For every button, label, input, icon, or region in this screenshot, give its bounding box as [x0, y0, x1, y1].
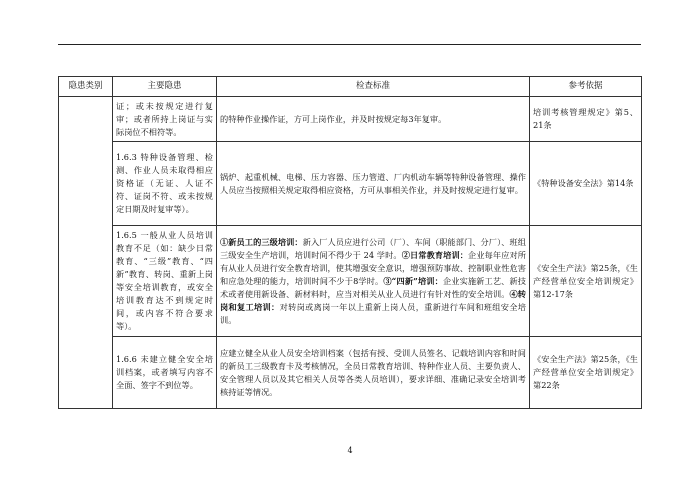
table-row: [59, 97, 642, 142]
standard-cell: 应建立健全从业人员安全培训档案（包括有授、受训人员签名、记载培训内容和时间的新员工三级教育卡及考核情况，全员日常教育培训、特种作业人员、主要负责人、安全管理人员以及其它相关人员等各类人员培训），要求详细、准确记录安全培训考核持证等情况。: [217, 337, 530, 409]
reference-cell: 《特种设备安全法》第14条: [530, 142, 642, 226]
reference-cell: 培训考核管理规定》第5、21条: [530, 97, 642, 142]
table-row: [59, 226, 642, 337]
reference-cell: 《安全生产法》第25条，《生产经营单位安全培训规定》第22条: [530, 337, 642, 409]
training-label-2: ②日常教育培训：: [401, 249, 469, 260]
header-reference: 参考依据: [530, 77, 642, 97]
main-hazard-cell: 证；或未按规定进行复审；或者所持上岗证与实际岗位不相符等。: [113, 97, 217, 142]
header-category: 隐患类别: [59, 77, 113, 97]
training-text-2: 企业每年应对所有从业人员进行安全教育培训，使其增强安全意识，增强预防事故、控制职业性危害和应急处理的能力，培训时间不少于8学时。: [220, 249, 526, 286]
header-standard: 检查标准: [217, 77, 530, 97]
training-label-4: ④转岗和复工培训：: [220, 288, 526, 312]
standard-cell: 的特种作业操作证，方可上岗作业，并及时按规定每3年复审。: [217, 97, 530, 142]
reference-cell: 《安全生产法》第25条，《生产经营单位安全培训规定》第12-17条: [530, 226, 642, 337]
page-number: 4: [347, 446, 353, 455]
header-main-hazard: 主要隐患: [113, 77, 217, 97]
training-text-1: 新入厂人员应进行公司（厂）、车间（职能部门、分厂）、班组三级安全生产培训，培训时间不得少于 24 学时。: [220, 236, 526, 260]
training-label-3: ③“四新”培训：: [383, 275, 443, 286]
main-hazard-cell: 1.6.6 未建立健全安全培训档案，或者填写内容不全面、签字不到位等。: [113, 337, 217, 409]
main-hazard-cell: 1.6.5 一般从业人员培训教育不足（如：缺少日常教育、“三级”教育、“四新”教育、转岗、重新上岗等安全培训教育，或安全培训教育达不到规定时间，或内容不符合要求等）。: [113, 226, 217, 337]
header-rule: [58, 44, 641, 45]
table-header-row: [59, 77, 642, 97]
main-hazard-cell: 1.6.3 特种设备管理、检测、作业人员未取得相应资格证（无证、人证不符、证岗不符、或未按规定日期及时复审等）。: [113, 142, 217, 226]
standard-cell: [217, 226, 530, 337]
table-row: [59, 337, 642, 409]
training-text-4: 对转岗或离岗一年以上重新上岗人员，重新进行车间和班组安全培训。: [220, 301, 526, 325]
standard-cell: 锅炉、起重机械、电梯、压力容器、压力管道、厂内机动车辆等特种设备管理、操作人员应当按照相关规定取得相应资格，方可从事相关作业，并及时按规定进行复审。: [217, 142, 530, 226]
hazard-table: [58, 76, 642, 409]
training-label-1: ①新员工的三级培训：: [220, 236, 303, 247]
training-text-3: 企业实施新工艺、新技术或者使用新设备、新材料时，应当对相关从业人员进行有针对性的安全培训。: [220, 275, 526, 299]
category-cell: [59, 97, 113, 409]
table-row: [59, 142, 642, 226]
